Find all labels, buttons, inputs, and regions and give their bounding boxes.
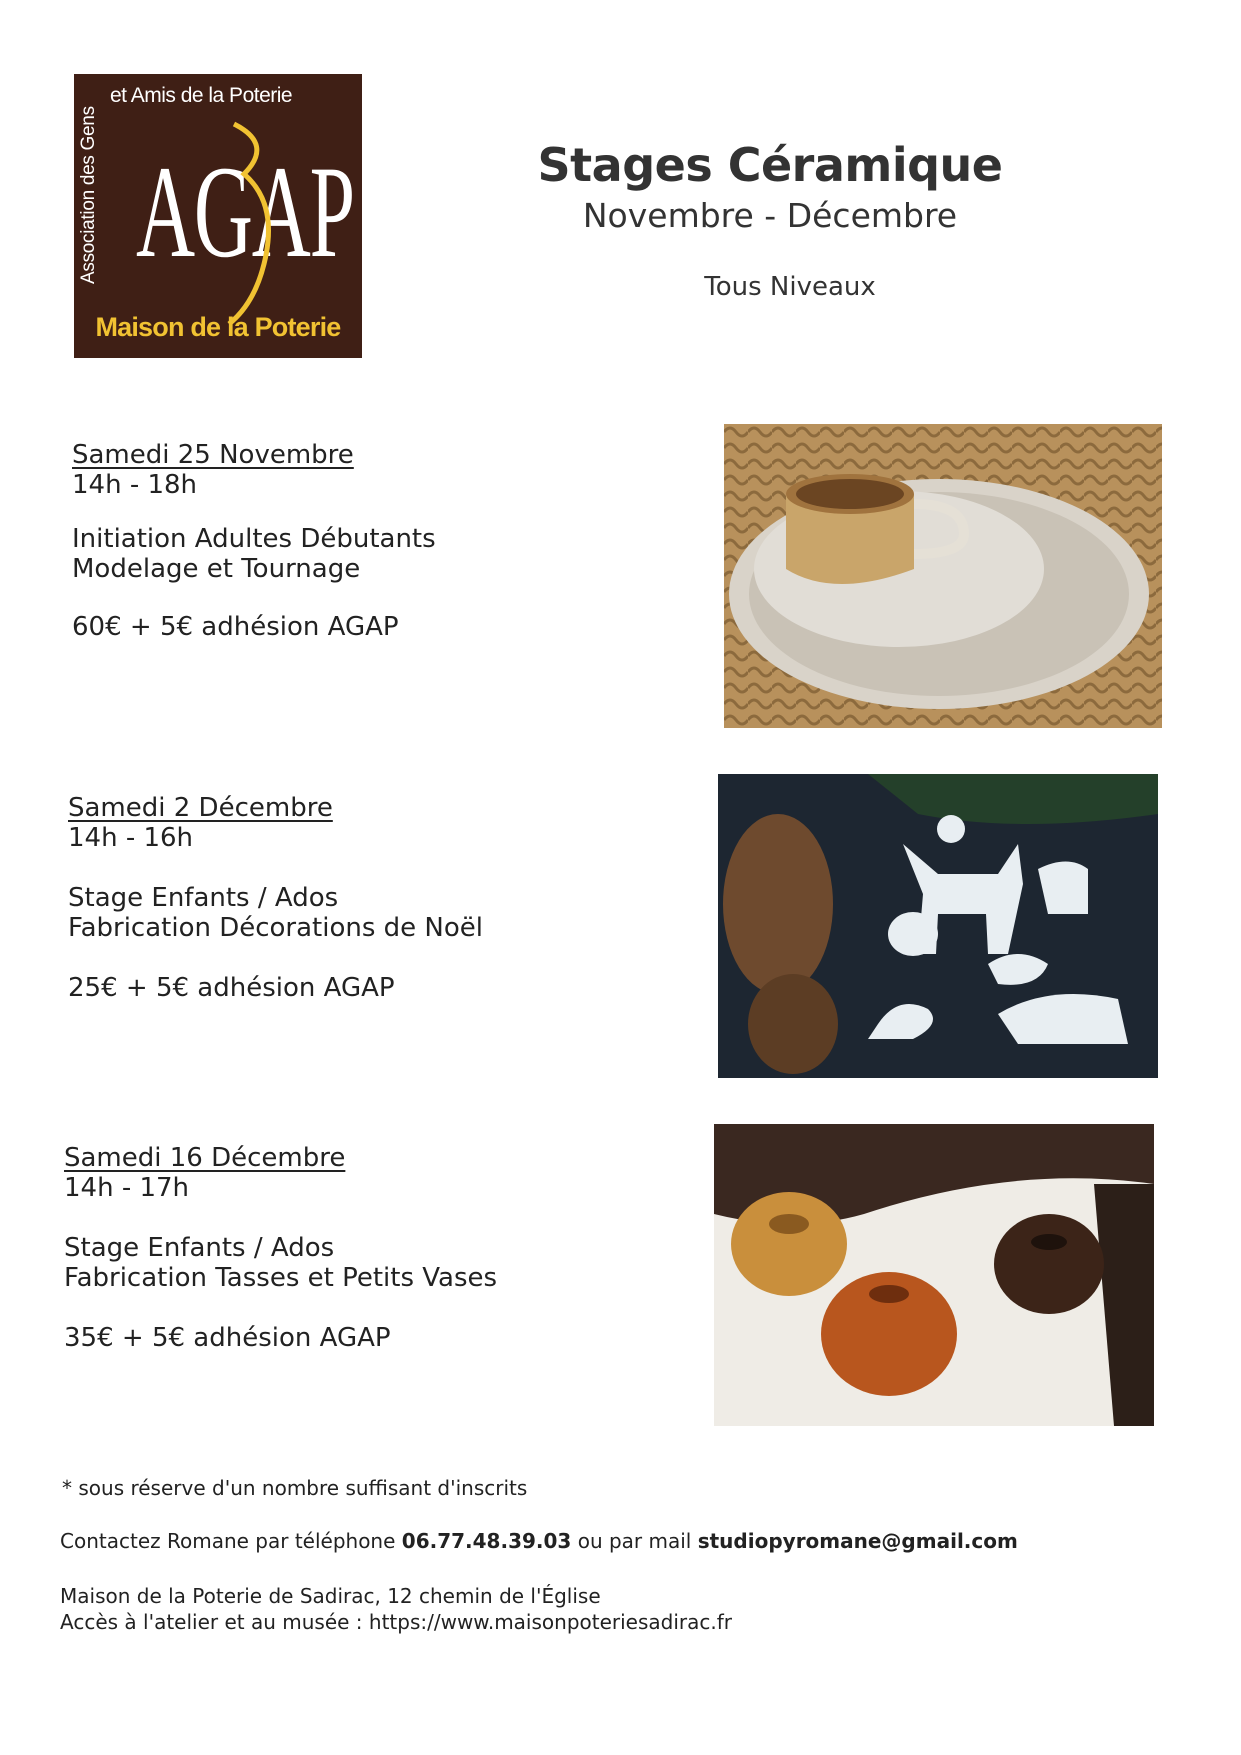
footer-address: Maison de la Poterie de Sadirac, 12 chemin de l'Église bbox=[60, 1584, 601, 1608]
event-date: Samedi 2 Décembre bbox=[68, 793, 333, 823]
contact-phone[interactable]: 06.77.48.39.03 bbox=[401, 1529, 572, 1553]
event-subtitle: Modelage et Tournage bbox=[72, 554, 361, 584]
footer-note: * sous réserve d'un nombre suffisant d'inscrits bbox=[62, 1476, 528, 1500]
event-date: Samedi 16 Décembre bbox=[64, 1143, 346, 1173]
logo-bottom-text: Maison de la Poterie bbox=[95, 312, 341, 342]
event-photo-small-vases bbox=[714, 1124, 1154, 1426]
event-subtitle: Fabrication Décorations de Noël bbox=[68, 913, 484, 943]
event-block bbox=[68, 793, 628, 1003]
event-price: 35€ + 5€ adhésion AGAP bbox=[64, 1323, 391, 1353]
logo-top-text: et Amis de la Poterie bbox=[110, 84, 293, 107]
event-title: Stage Enfants / Ados bbox=[64, 1233, 335, 1263]
event-subtitle: Fabrication Tasses et Petits Vases bbox=[64, 1263, 498, 1293]
level-label: Tous Niveaux bbox=[704, 272, 876, 302]
event-time: 14h - 17h bbox=[64, 1173, 190, 1203]
page-subtitle: Novembre - Décembre bbox=[582, 196, 958, 235]
event-time: 14h - 18h bbox=[72, 470, 198, 500]
footer-access: Accès à l'atelier et au musée : https://www.maisonpoteriesadirac.fr bbox=[60, 1610, 733, 1634]
event-title: Initiation Adultes Débutants bbox=[72, 524, 436, 554]
page-title: Stages Céramique bbox=[537, 138, 1003, 192]
event-price: 25€ + 5€ adhésion AGAP bbox=[68, 973, 395, 1003]
logo-side-text: Association des Gens bbox=[78, 106, 99, 284]
contact-prefix: Contactez Romane par téléphone bbox=[60, 1529, 396, 1553]
event-time: 14h - 16h bbox=[68, 823, 194, 853]
event-photo-christmas-decorations bbox=[718, 774, 1158, 1078]
agap-logo bbox=[74, 74, 362, 358]
event-title: Stage Enfants / Ados bbox=[68, 883, 339, 913]
event-block bbox=[72, 440, 632, 642]
event-photo-tableware bbox=[724, 424, 1162, 728]
footer-contact bbox=[60, 1529, 1018, 1553]
contact-email[interactable]: studiopyromane@gmail.com bbox=[697, 1529, 1018, 1553]
event-date: Samedi 25 Novembre bbox=[72, 440, 354, 470]
logo-arc-icon bbox=[224, 114, 284, 334]
event-price: 60€ + 5€ adhésion AGAP bbox=[72, 612, 399, 642]
logo-main-text: AGAP bbox=[136, 138, 354, 285]
event-block bbox=[64, 1143, 644, 1353]
contact-mid: ou par mail bbox=[577, 1529, 692, 1553]
